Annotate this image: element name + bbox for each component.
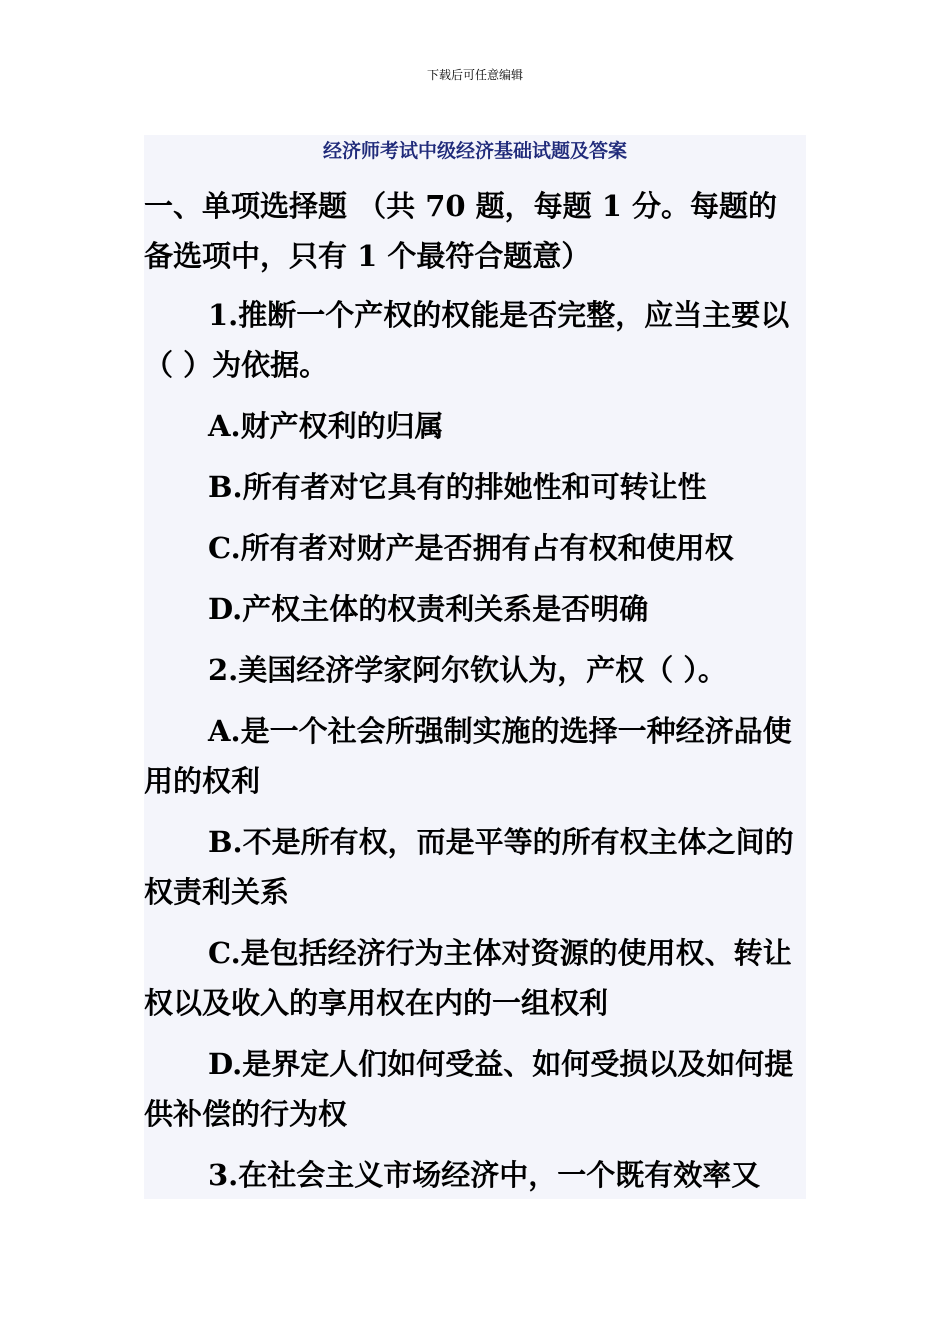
document-title: 经济师考试中级经济基础试题及答案	[322, 140, 627, 162]
question-2-option-c: C.是包括经济行为主体对资源的使用权、转让权以及收入的享用权在内的一组权利	[144, 936, 792, 1020]
question-1-option-a: A.财产权利的归属	[208, 409, 444, 443]
section-heading: 一、单项选择题 （共 70 题，每题 1 分。每题的备选项中，只有 1 个最符合题意）	[144, 189, 778, 273]
question-1-option-c: C.所有者对财产是否拥有占有权和使用权	[208, 531, 734, 565]
question-1: 1.推断一个产权的权能是否完整，应当主要以（ ）为依据。	[144, 298, 790, 382]
question-1-option-b: B.所有者对它具有的排她性和可转让性	[208, 470, 707, 504]
question-2-option-d: D.是界定人们如何受益、如何受损以及如何提供补偿的行为权	[144, 1047, 794, 1131]
question-2-option-b: B.不是所有权，而是平等的所有权主体之间的权责利关系	[144, 825, 794, 909]
question-1-option-d: D.产权主体的权责利关系是否明确	[208, 592, 649, 626]
question-2: 2.美国经济学家阿尔钦认为，产权（ ）。	[208, 653, 727, 687]
question-2-option-a: A.是一个社会所强制实施的选择一种经济品使用的权利	[144, 714, 792, 798]
document-body	[144, 135, 806, 1199]
question-3: 3.在社会主义市场经济中，一个既有效率又	[208, 1158, 761, 1192]
download-edit-note: 下载后可任意编辑	[426, 68, 523, 82]
